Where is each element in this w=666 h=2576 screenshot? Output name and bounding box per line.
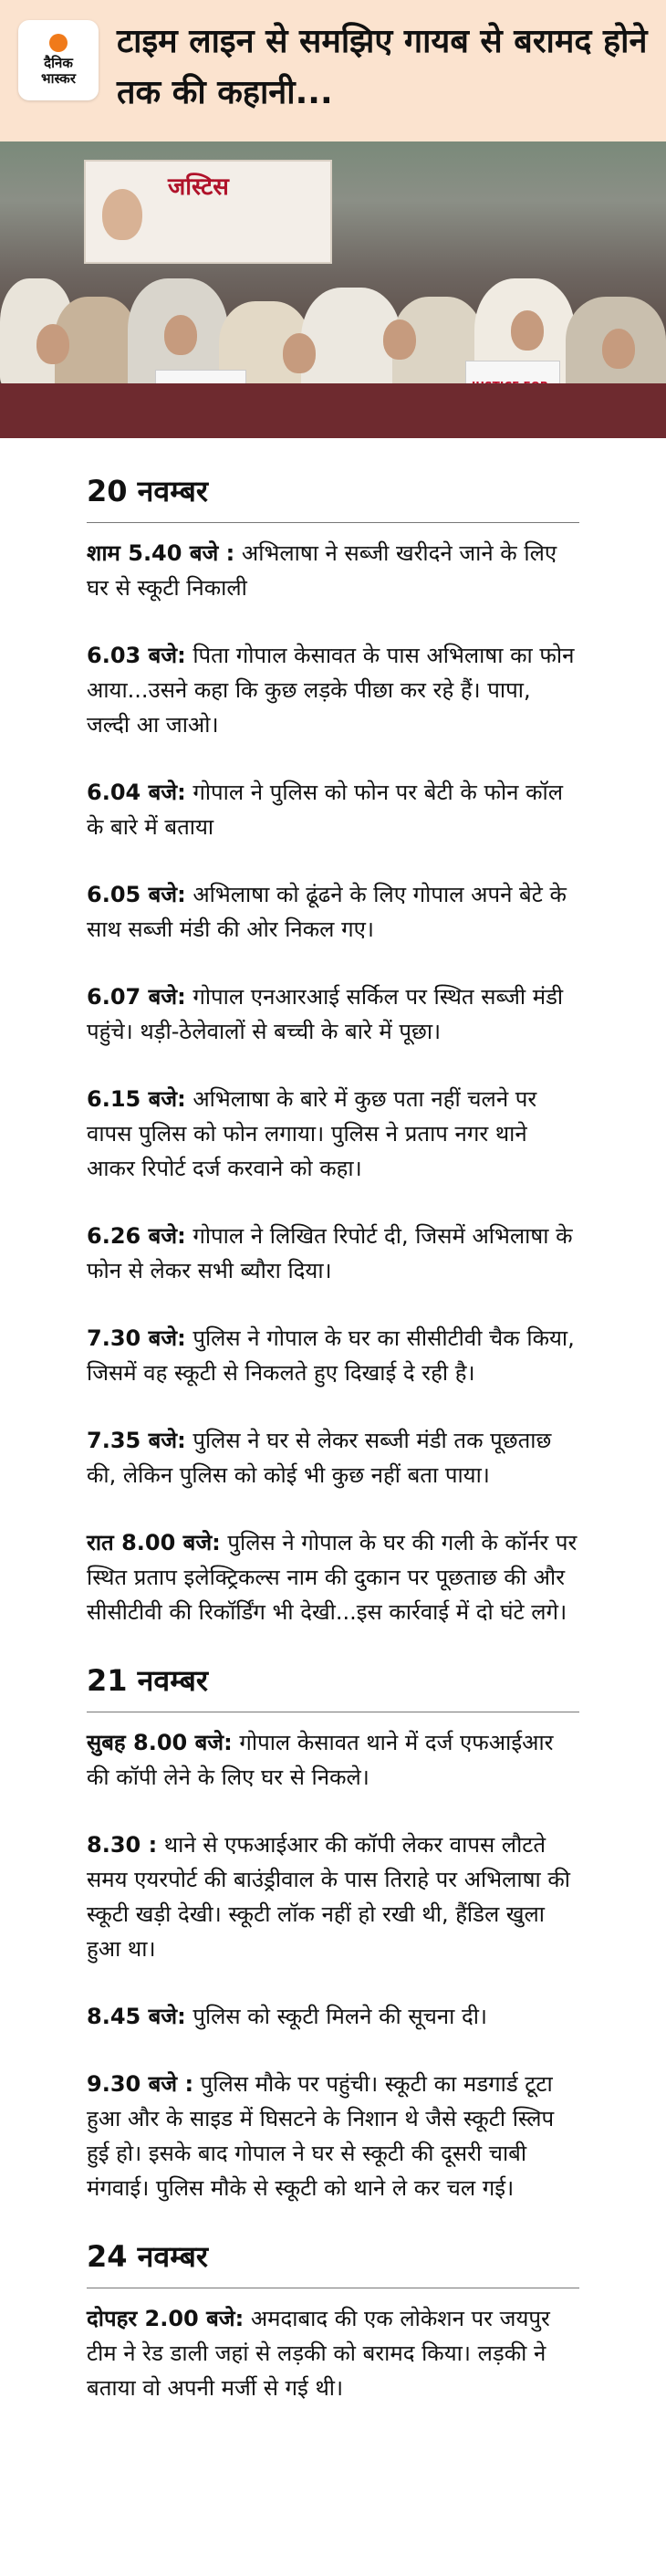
entry-time: सुबह 8.00 बजे: <box>87 1730 233 1755</box>
section-24-nov <box>87 2238 579 2405</box>
face <box>283 333 316 373</box>
banner-portrait <box>102 189 142 240</box>
timeline-entry <box>87 638 579 742</box>
entry-text: गोपाल ने लिखित रिपोर्ट दी, जिसमें अभिलाषा के फोन से लेकर सभी ब्यौरा दिया। <box>87 1223 573 1283</box>
entry-time: शाम 5.40 बजे : <box>87 540 235 566</box>
entry-text: गोपाल केसावत थाने में दर्ज एफआईआर की कॉपी लेने के लिए घर से निकले। <box>87 1730 554 1790</box>
photo-banner <box>84 160 332 264</box>
timeline <box>0 473 666 2405</box>
timeline-entry <box>87 1827 579 1966</box>
entry-text: पुलिस ने घर से लेकर सब्जी मंडी तक पूछताछ की, लेकिन पुलिस को कोई भी कुछ नहीं बता पाया। <box>87 1428 552 1488</box>
timeline-entry <box>87 1423 579 1492</box>
entry-time: 8.45 बजे: <box>87 2004 186 2029</box>
face <box>602 329 635 369</box>
face <box>383 319 416 360</box>
banner-text: जस्टिस <box>168 173 229 201</box>
face <box>511 310 544 351</box>
logo-line-2: भास्कर <box>41 70 76 87</box>
timeline-entry <box>87 1999 579 2034</box>
entry-text: पुलिस को स्कूटी मिलने की सूचना दी। <box>185 2004 488 2029</box>
timeline-entry <box>87 1082 579 1186</box>
brand-logo[interactable] <box>18 20 99 100</box>
protest-photo <box>0 141 666 438</box>
timeline-entry <box>87 2301 579 2405</box>
entry-text: अमदाबाद की एक लोकेशन पर जयपुर टीम ने रेड डाली जहां से लड़की को बरामद किया। लड़की ने बताया वो अपनी मर्जी से गई थी। <box>87 2306 550 2401</box>
timeline-entry <box>87 2067 579 2205</box>
entry-text: अभिलाषा को ढूंढने के लिए गोपाल अपने बेटे के साथ सब्जी मंडी की ओर निकल गए। <box>87 882 567 942</box>
section-title: 20 नवम्बर <box>87 473 579 523</box>
entry-time: 6.05 बजे: <box>87 882 186 907</box>
entry-time: 9.30 बजे : <box>87 2071 194 2097</box>
page-title: टाइम लाइन से समझिए गायब से बरामद होने तक की कहानी... <box>117 23 648 111</box>
timeline-entry <box>87 536 579 605</box>
entry-time: 6.15 बजे: <box>87 1086 186 1112</box>
entry-text: पुलिस ने गोपाल के घर का सीसीटीवी चैक किया, जिसमें वह स्कूटी से निकलते हुए दिखाई दे रही है। <box>87 1325 575 1386</box>
section-21-nov <box>87 1662 579 2205</box>
entry-text: अभिलाषा के बारे में कुछ पता नहीं चलने पर वापस पुलिस को फोन लगाया। पुलिस ने प्रताप नगर थाने आकर रिपोर्ट दर्ज करवाने को कहा। <box>87 1086 537 1181</box>
face <box>164 315 197 355</box>
photo-floor <box>0 383 666 438</box>
timeline-entry <box>87 775 579 844</box>
entry-time: रात 8.00 बजे: <box>87 1530 221 1555</box>
face <box>36 324 69 364</box>
entry-time: 6.03 बजे: <box>87 643 186 668</box>
entry-time: 7.35 बजे: <box>87 1428 186 1453</box>
entry-text: थाने से एफआईआर की कॉपी लेकर वापस लौटते समय एयरपोर्ट की बाउंड्रीवाल के पास तिराहे पर अभिलाषा की स्कूटी खड़ी देखी। स्कूटी लॉक नहीं हो रखी थी, हैंडिल खुला हुआ था। <box>87 1832 570 1962</box>
timeline-entry <box>87 1321 579 1390</box>
logo-line-1: दैनिक <box>44 55 73 71</box>
timeline-entry <box>87 1525 579 1629</box>
entry-text: गोपाल ने पुलिस को फोन पर बेटी के फोन कॉल के बारे में बताया <box>87 780 564 840</box>
timeline-entry <box>87 1725 579 1795</box>
entry-text: गोपाल एनआरआई सर्किल पर स्थित सब्जी मंडी पहुंचे। थड़ी-ठेलेवालों से बच्ची के बारे में पूछा। <box>87 984 564 1044</box>
entry-time: 7.30 बजे: <box>87 1325 186 1351</box>
section-title: 24 नवम्बर <box>87 2238 579 2288</box>
timeline-entry <box>87 979 579 1049</box>
entry-time: 6.04 बजे: <box>87 780 186 805</box>
timeline-entry <box>87 1219 579 1288</box>
entry-text: अभिलाषा ने सब्जी खरीदने जाने के लिए घर से स्कूटी निकाली <box>87 540 557 601</box>
entry-text: पुलिस ने गोपाल के घर की गली के कॉर्नर पर स्थित प्रताप इलेक्ट्रिकल्स नाम की दुकान पर पूछताछ की और सीसीटीवी की रिकॉर्डिंग भी देखी...इस कार्रवाई में दो घंटे लगे। <box>87 1530 578 1625</box>
timeline-entry <box>87 877 579 947</box>
entry-time: दोपहर 2.00 बजे: <box>87 2306 245 2331</box>
section-title: 21 नवम्बर <box>87 1662 579 1712</box>
entry-time: 6.07 बजे: <box>87 984 186 1010</box>
entry-text: पुलिस मौके पर पहुंची। स्कूटी का मडगार्ड टूटा हुआ और के साइड में घिसटने के निशान थे जैसे स्कूटी स्लिप हुई हो। इसके बाद गोपाल ने घर से स्कूटी की दूसरी चाबी मंगवाई। पुलिस मौके से स्कूटी को थाने ले कर चल गई। <box>87 2071 555 2201</box>
entry-text: पिता गोपाल केसावत के पास अभिलाषा का फोन आया...उसने कहा कि कुछ लड़के पीछा कर रहे हैं। पापा, जल्दी आ जाओ। <box>87 643 575 738</box>
section-20-nov <box>87 473 579 1629</box>
sun-icon <box>49 34 68 52</box>
header <box>0 0 666 141</box>
entry-time: 6.26 बजे: <box>87 1223 186 1249</box>
entry-time: 8.30 : <box>87 1832 158 1858</box>
